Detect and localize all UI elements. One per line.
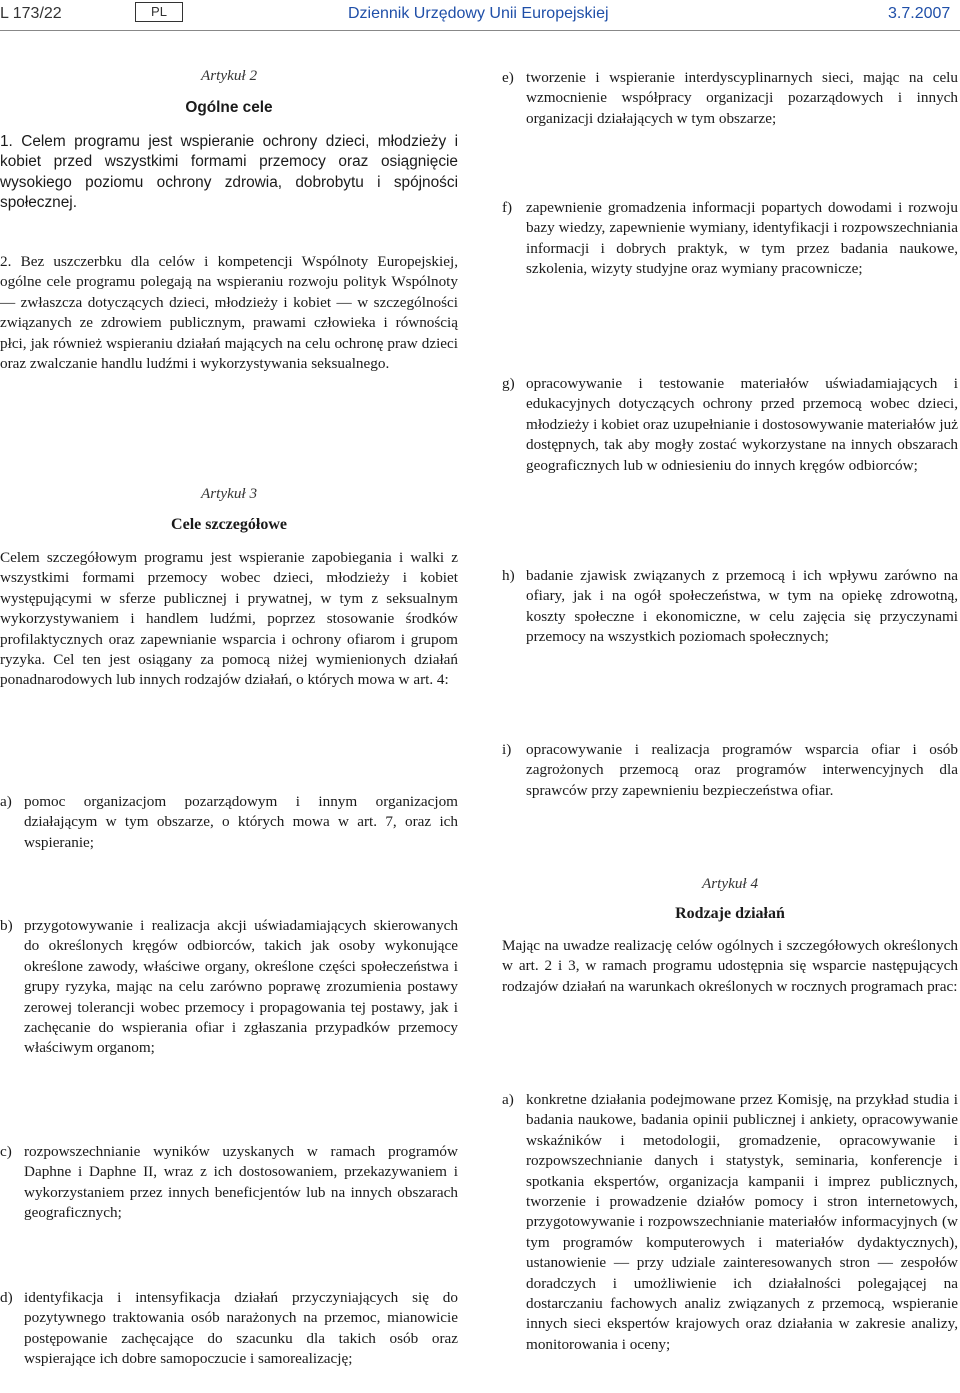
list-item-i (502, 740, 958, 801)
list-item-text: identyfikacja i intensyfikacja działań przyczyniających się do pozytywnego traktowania osób narażonych na przemoc, mianowicie postępowanie zachęcające do szacunku dla takich osób oraz wspierające ich dobre samopoczucie i samorealizację; (24, 1289, 458, 1368)
list-item-label: f) (502, 199, 513, 216)
list-item-label: b) (0, 917, 13, 934)
list-item-text: konkretne działania podejmowane przez Komisję, na przykład studia i badania naukowe, badania opinii publicznej i ankiety, opracowywanie wskaźników i metodologii, gromadzenie, opracowywanie i rozpowszechnianie danych i statystyk, seminaria, konferencje i spotkania ekspertów, organizacja kampanii i imprez publicznych, tworzenie i prowadzenie działów pomocy i stron internetowych, przygotowywanie i rozpowszechnianie materiałów informacyjnych (w tym programów komputerowych i materiałów dydaktycznych), ustanowienie — przy udziale zainteresowanych stron — zespołów doradczych i umożliwienie ich działalności polegającej na dostarczaniu fachowych analiz związanych z przemocą, wspieranie innych sieci ekspertów krajowych oraz działania w zakresie analizy, monitorowania i oceny; (526, 1091, 958, 1353)
article-3-intro: Celem szczegółowym programu jest wspieranie zapobiegania i walki z wszystkimi formami przemocy wobec dzieci, młodzieży i kobiet występującymi w sferze publicznej i prywatnej, w tym z seksualnym wykorzystywaniem i handlem ludźmi, poprzez stosowanie środków profilaktycznych oraz zapewnianie wsparcia i ochrony ofiarom i grupom ryzyka. Cel ten jest osiągany za pomocą niżej wymienionych działań ponadnarodowych lub innych rodzajów działań, o których mowa w art. 4: (0, 549, 458, 689)
article-4-title: Rodzaje działań (675, 905, 785, 922)
list-item-h (502, 566, 958, 648)
list-item-b (0, 916, 458, 1059)
article-3-title: Cele szczegółowe (171, 516, 287, 533)
page-reference: L 173/22 (0, 5, 62, 22)
list-item-text: badanie zjawisk związanych z przemocą i ich wpływu zarówno na ofiary, jak i na ogół społeczeństwa, w tym na opiekę zdrowotną, koszty społeczne i ekonomiczne, w celu zajęcia się przyczynami przemocy na wszystkich poziomach społecznych; (526, 567, 958, 646)
publication-date: 3.7.2007 (888, 5, 951, 22)
list-item-text: rozpowszechnianie wyników uzyskanych w ramach programów Daphne i Daphne II, wraz z ich dostosowaniem, przekazywaniem i wykorzystaniem przez innych beneficjentów lub na innych obszarach geograficznych; (24, 1143, 458, 1222)
list-item-text: zapewnienie gromadzenia informacji popartych dowodami i rozwoju bazy wiedzy, zapewnienie wymiany, identyfikacji i rozpowszechniania informacji i dobrych praktyk, w tym przez badania naukowe, szkolenia, wizyty studyjne oraz wymiany pracownicze; (526, 199, 958, 278)
list-item-label: h) (502, 567, 515, 584)
list-item-label: d) (0, 1289, 13, 1306)
list-item-c (0, 1142, 458, 1224)
list-item-text: opracowywanie i testowanie materiałów uświadamiających i edukacyjnych dotyczących ochrony przed przemocą wobec dzieci, młodzieży i kobiet oraz uzupełnianie i dostosowywanie materiałów już dostępnych, tak aby mogły zostać wykorzystane na innych obszarach geograficznych lub w odniesieniu do innych kręgów odbiorców; (526, 375, 958, 474)
list-item-label: a) (0, 793, 12, 810)
article-4-intro: Mając na uwadze realizację celów ogólnych i szczegółowych określonych w art. 2 i 3, w ramach programu udostępnia się wsparcie następujących rodzajów działań na warunkach określonych w rocznych programach prac: (502, 937, 958, 995)
list-item-4a (502, 1090, 958, 1355)
article-2-label: Artykuł 2 (200, 67, 258, 84)
list-item-text: opracowywanie i realizacja programów wsparcia ofiar i osób zagrożonych przemocą oraz programów interwencyjnych dla sprawców przy zapewnieniu bezpieczeństwa ofiar. (526, 741, 958, 799)
list-item-e (502, 68, 958, 129)
list-item-g (502, 374, 958, 476)
list-item-d (0, 1288, 458, 1370)
list-item-label: g) (502, 375, 515, 392)
list-item-text: pomoc organizacjom pozarządowym i innym organizacjom działającym w tym obszarze, o których mowa w art. 7, oraz ich wspieranie; (24, 793, 458, 851)
list-item-text: tworzenie i wspieranie interdyscyplinarnych sieci, mając na celu wzmocnienie współpracy organizacji pozarządowych i innych organizacji działających w tym obszarze; (526, 69, 958, 127)
list-item-f (502, 198, 958, 280)
journal-title: Dziennik Urzędowy Unii Europejskiej (348, 5, 609, 22)
language-box: PL (135, 2, 183, 22)
article-2-title: Ogólne cele (185, 99, 273, 116)
list-item-label: i) (502, 741, 512, 758)
article-4-label: Artykuł 4 (701, 875, 759, 892)
list-item-label: a) (502, 1091, 514, 1108)
list-item-label: e) (502, 69, 514, 86)
list-item-a (0, 792, 458, 853)
article-3-label: Artykuł 3 (200, 485, 258, 502)
article-2-paragraph-2: 2. Bez uszczerbku dla celów i kompetencji Wspólnoty Europejskiej, ogólne cele programu polegają na wspieraniu rozwoju polityk Wspólnoty — zwłaszcza dotyczących dzieci, młodzieży i kobiet — w szczególności związanych ze zdrowiem publicznym, prawami człowieka i równością płci, jak również wspieraniu działań mających na celu ochronę praw dzieci oraz zwalczanie handlu ludźmi i wykorzystywania seksualnego. (0, 253, 458, 373)
list-item-label: c) (0, 1143, 12, 1160)
list-item-text: przygotowywanie i realizacja akcji uświadamiających skierowanych do określonych kręgów odbiorców, takich jak osoby wykonujące określone zawody, właściwe organy, określone części społeczeństwa i grupy ryzyka, mając na celu zarówno poprawę zrozumienia postawy zerowej tolerancji wobec przemocy i propagowania tej postawy, jak i zachęcanie do wspierania ofiar i zgłaszania przypadków przemocy właściwym organom; (24, 917, 458, 1057)
page-header (0, 0, 960, 31)
article-2-paragraph-1: 1. Celem programu jest wspieranie ochrony dzieci, młodzieży i kobiet przed wszystkimi formami przemocy oraz osiągnięcie wysokiego poziomu ochrony zdrowia, dobrobytu i spójności społecznej. (0, 133, 458, 212)
